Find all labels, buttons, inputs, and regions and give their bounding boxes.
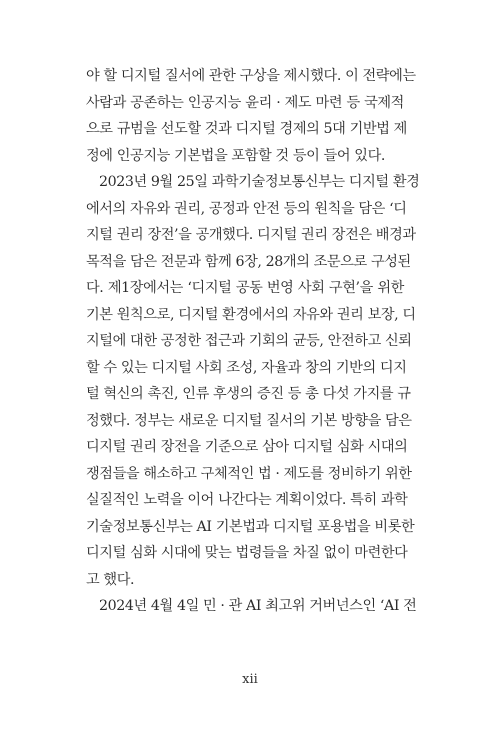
text-line: 쟁점들을 해소하고 구체적인 법 · 제도를 정비하기 위한 (86, 465, 412, 482)
text-line: 다. 제1장에서는 ‘디지털 공동 번영 사회 구현’을 위한 (86, 280, 404, 296)
text-line: 2024년 4월 4일 민 · 관 AI 최고위 거버넌스인 ‘AI 전 (99, 598, 417, 614)
text-line: 으로 규범을 선도할 것과 디지털 경제의 5대 기반법 제 (86, 121, 407, 137)
page-number: xii (242, 672, 258, 687)
text-line: 털 혁신의 촉진, 인류 후생의 증진 등 총 다섯 가지를 규 (86, 386, 411, 402)
text-line: 야 할 디지털 질서에 관한 구상을 제시했다. 이 전략에는 (86, 68, 416, 84)
text-line: 사람과 공존하는 인공지능 윤리 · 제도 마련 등 국제적 (86, 94, 404, 111)
text-line: 디지털 권리 장전을 기준으로 삼아 디지털 심화 시대의 (86, 439, 408, 455)
text-line: 정했다. 정부는 새로운 디지털 질서의 기본 방향을 담은 (86, 412, 412, 429)
text-line: 2023년 9월 25일 과학기술정보통신부는 디지털 환경 (99, 174, 420, 190)
text-line: 기본 원칙으로, 디지털 환경에서의 자유와 권리 보장, 디 (86, 306, 416, 323)
text-line: 정에 인공지능 기본법을 포함할 것 등이 들어 있다. (86, 147, 385, 164)
text-line: 디지털 심화 시대에 맞는 법령들을 차질 없이 마련한다 (86, 545, 408, 561)
text-line: 목적을 담은 전문과 함께 6장, 28개의 조문으로 구성된 (86, 253, 411, 270)
text-line: 지털 권리 장전’을 공개했다. 디지털 권리 장전은 배경과 (86, 227, 416, 243)
text-line: 고 했다. (86, 571, 135, 588)
text-line: 지털에 대한 공정한 접근과 기회의 균등, 안전하고 신뢰 (86, 333, 412, 349)
text-line: 에서의 자유와 권리, 공정과 안전 등의 원칙을 담은 ‘디 (86, 200, 407, 217)
text-line: 할 수 있는 디지털 사회 조성, 자율과 창의 기반의 디지 (86, 359, 407, 376)
text-line: 실질적인 노력을 이어 나간다는 계획이었다. 특히 과학 (86, 492, 408, 508)
text-line: 기술정보통신부는 AI 기본법과 디지털 포용법을 비롯한 (86, 518, 415, 535)
body-text (86, 63, 420, 620)
